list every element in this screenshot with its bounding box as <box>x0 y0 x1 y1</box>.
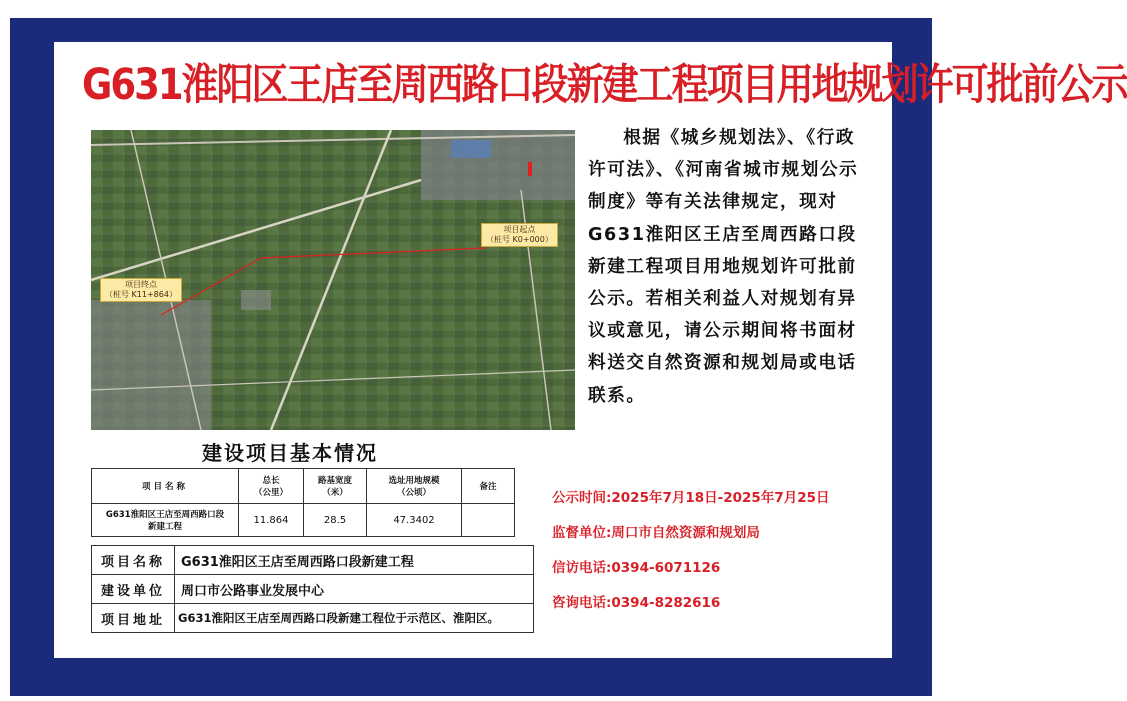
header-area-unit: （公顷） <box>396 488 431 498</box>
detail-value-unit: 周口市公路事业发展中心 <box>175 575 534 604</box>
table-header-row <box>92 469 515 504</box>
header-length-title: 总长 <box>262 476 280 486</box>
page-title: G631淮阳区王店至周西路口段新建工程项目用地规划许可批前公示 <box>82 59 1127 110</box>
header-width <box>304 469 367 504</box>
cell-width: 28.5 <box>304 504 367 537</box>
cell-note <box>462 504 515 537</box>
header-length <box>239 469 304 504</box>
start-point-label <box>481 223 558 247</box>
section-title: 建设项目基本情况 <box>202 441 378 465</box>
start-label-line1: 项目起点 <box>503 225 536 234</box>
header-note: 备注 <box>462 469 515 504</box>
end-label-line1: 项目终点 <box>124 280 157 289</box>
table-row <box>92 504 515 537</box>
header-length-unit: （公里） <box>253 488 288 498</box>
header-width-unit: （米） <box>322 488 348 498</box>
detail-key-name: 项目名称 <box>92 546 175 575</box>
cell-area: 47.3402 <box>367 504 462 537</box>
end-point-label <box>100 278 182 302</box>
supervisor-unit: 监督单位:周口市自然资源和规划局 <box>552 525 760 541</box>
petition-phone: 信访电话:0394-6071126 <box>552 560 721 576</box>
inquiry-phone: 咨询电话:0394-8282616 <box>552 595 721 611</box>
start-label-line2: （桩号 K0+000） <box>486 235 553 244</box>
detail-key-address: 项目地址 <box>92 604 175 633</box>
table-row <box>92 604 534 633</box>
basic-info-table <box>91 468 515 537</box>
detail-table <box>91 545 534 633</box>
cell-length: 11.864 <box>239 504 304 537</box>
table-row <box>92 546 534 575</box>
publicity-period: 公示时间:2025年7月18日-2025年7月25日 <box>552 490 830 506</box>
cell-project-name: G631淮阳区王店至周西路口段新建工程 <box>92 504 239 537</box>
table-row <box>92 575 534 604</box>
header-width-title: 路基宽度 <box>317 476 352 486</box>
detail-key-unit: 建设单位 <box>92 575 175 604</box>
notice-paragraph: 根据《城乡规划法》、《行政许可法》、《河南省城市规划公示制度》等有关法律规定，现对G631淮阳区王店至周西路口段新建工程项目用地规划许可批前公示。若相关利益人对规划有异议或意见，请公示期间将书面材料送交自然资源和规划局或电话联系。 <box>588 128 859 406</box>
end-label-line2: （桩号 K11+864） <box>105 290 177 299</box>
header-area <box>367 469 462 504</box>
detail-value-address: G631淮阳区王店至周西路口段新建工程位于示范区、淮阳区。 <box>175 604 534 633</box>
detail-value-name: G631淮阳区王店至周西路口段新建工程 <box>175 546 534 575</box>
satellite-map <box>91 130 575 430</box>
header-area-title: 选址用地规模 <box>388 476 440 486</box>
notice-body <box>588 122 863 412</box>
header-project-name: 项目名称 <box>92 469 239 504</box>
